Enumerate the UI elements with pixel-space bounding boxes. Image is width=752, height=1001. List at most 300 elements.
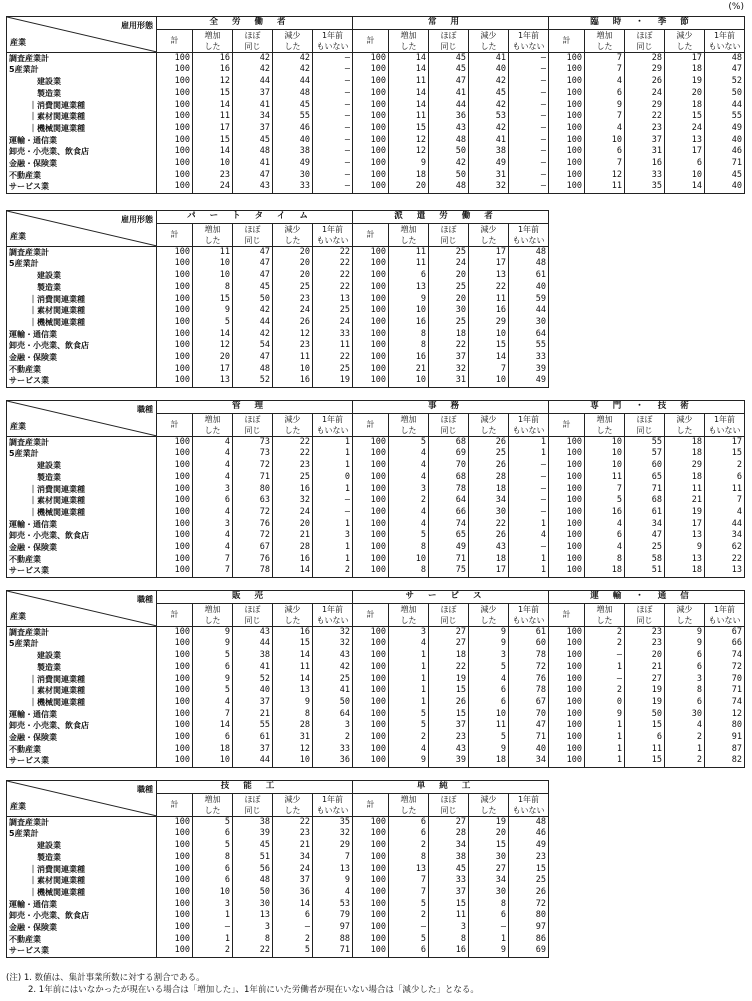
- data-cell: 38: [233, 816, 273, 828]
- data-cell: 100: [353, 181, 389, 193]
- data-cell: 46: [509, 828, 549, 840]
- data-cell: 11: [389, 246, 429, 258]
- subheader-cell: 1年前: [313, 603, 353, 615]
- data-cell: 22: [429, 662, 469, 674]
- subheader-cell: した: [193, 235, 233, 247]
- row-label: ｜素材関連業種: [7, 875, 157, 887]
- table-row: [7, 484, 745, 496]
- data-cell: 48: [429, 135, 469, 147]
- data-cell: 18: [429, 329, 469, 341]
- data-cell: 11: [469, 294, 509, 306]
- data-cell: 100: [549, 484, 585, 496]
- data-cell: 16: [625, 158, 665, 170]
- data-cell: 100: [157, 123, 193, 135]
- table-row: [7, 305, 549, 317]
- subheader-cell: もいない: [313, 615, 353, 627]
- corner-col-label: 職種: [137, 595, 153, 604]
- data-cell: 7: [389, 887, 429, 899]
- data-cell: 9: [469, 945, 509, 957]
- data-cell: 31: [429, 375, 469, 387]
- row-label: ｜機械関連業種: [7, 507, 157, 519]
- data-cell: –: [313, 170, 353, 182]
- data-cell: 26: [469, 460, 509, 472]
- data-cell: 28: [429, 828, 469, 840]
- data-cell: 100: [353, 662, 389, 674]
- data-cell: 8: [233, 934, 273, 946]
- subheader-cell: した: [193, 41, 233, 53]
- data-cell: 71: [705, 158, 745, 170]
- row-label: ｜消費関連業種: [7, 100, 157, 112]
- data-cell: 55: [625, 436, 665, 448]
- data-cell: 7: [585, 64, 625, 76]
- data-cell: 20: [665, 88, 705, 100]
- data-cell: 68: [429, 436, 469, 448]
- subheader-cell: 減少: [469, 793, 509, 805]
- data-cell: 10: [193, 158, 233, 170]
- data-cell: 7: [193, 565, 233, 577]
- data-cell: 43: [313, 650, 353, 662]
- row-label: 製造業: [7, 88, 157, 100]
- data-cell: 25: [509, 875, 549, 887]
- data-cell: 2: [665, 755, 705, 767]
- data-cell: 71: [429, 554, 469, 566]
- table-row: [7, 720, 745, 732]
- row-label: 建設業: [7, 76, 157, 88]
- data-cell: 11: [389, 258, 429, 270]
- data-cell: 13: [665, 554, 705, 566]
- subheader-cell: ほぼ: [625, 413, 665, 425]
- data-cell: 4: [193, 530, 233, 542]
- row-label: サービス業: [7, 945, 157, 957]
- data-cell: 100: [157, 270, 193, 282]
- data-cell: 100: [157, 638, 193, 650]
- data-cell: 78: [509, 650, 549, 662]
- data-cell: 64: [313, 709, 353, 721]
- subheader-cell: 増加: [389, 29, 429, 41]
- row-label: 製造業: [7, 472, 157, 484]
- data-cell: 4: [389, 744, 429, 756]
- corner-row-label: 産業: [10, 612, 26, 621]
- subheader-cell: ほぼ: [429, 29, 469, 41]
- data-cell: 100: [157, 875, 193, 887]
- data-cell: 12: [273, 329, 313, 341]
- data-cell: –: [509, 52, 549, 64]
- data-cell: 45: [233, 840, 273, 852]
- data-cell: 20: [389, 181, 429, 193]
- data-cell: 22: [233, 945, 273, 957]
- data-cell: 20: [273, 270, 313, 282]
- data-cell: 37: [429, 720, 469, 732]
- data-cell: 48: [429, 181, 469, 193]
- row-label: 調査産業計: [7, 816, 157, 828]
- data-cell: 9: [665, 638, 705, 650]
- data-cell: 42: [233, 52, 273, 64]
- data-cell: 32: [313, 638, 353, 650]
- data-cell: 100: [157, 650, 193, 662]
- data-cell: 6: [389, 945, 429, 957]
- data-cell: 100: [157, 899, 193, 911]
- row-label: 不動産業: [7, 170, 157, 182]
- subheader-cell: 計: [157, 413, 193, 436]
- data-cell: 100: [157, 697, 193, 709]
- data-cell: 100: [549, 519, 585, 531]
- data-cell: 71: [509, 732, 549, 744]
- data-cell: 22: [273, 436, 313, 448]
- data-cell: 8: [469, 899, 509, 911]
- data-cell: 10: [273, 755, 313, 767]
- data-cell: 2: [273, 934, 313, 946]
- subheader-cell: 1年前: [313, 29, 353, 41]
- group-title: 派遣労働者: [353, 211, 549, 224]
- row-label: ｜消費関連業種: [7, 864, 157, 876]
- row-label: 5産業計: [7, 64, 157, 76]
- corner-cell: [7, 781, 157, 817]
- data-cell: 5: [389, 530, 429, 542]
- data-cell: 2: [389, 910, 429, 922]
- data-cell: 100: [549, 565, 585, 577]
- data-cell: 60: [625, 460, 665, 472]
- data-cell: 44: [429, 100, 469, 112]
- data-cell: 88: [313, 934, 353, 946]
- data-cell: –: [313, 123, 353, 135]
- data-cell: –: [509, 100, 549, 112]
- data-cell: 44: [705, 100, 745, 112]
- data-cell: 1: [193, 910, 233, 922]
- data-cell: 6: [469, 910, 509, 922]
- note-2: 2. 1年前にはいなかったが現在いる場合は「増加した」、1年前にいた労働者が現在いない場合は「減少した」となる。: [28, 985, 479, 995]
- data-cell: 9: [389, 294, 429, 306]
- subheader-cell: した: [469, 615, 509, 627]
- subheader-cell: した: [273, 425, 313, 437]
- data-cell: –: [313, 158, 353, 170]
- data-cell: 9: [193, 305, 233, 317]
- data-cell: 38: [233, 650, 273, 662]
- data-cell: 100: [353, 816, 389, 828]
- subheader-cell: 計: [157, 223, 193, 246]
- data-cell: 37: [233, 744, 273, 756]
- data-cell: 100: [353, 720, 389, 732]
- data-cell: 16: [389, 317, 429, 329]
- data-cell: 1: [509, 436, 549, 448]
- data-cell: 15: [625, 720, 665, 732]
- data-cell: 15: [429, 709, 469, 721]
- row-label: 金融・保険業: [7, 732, 157, 744]
- data-cell: 17: [469, 246, 509, 258]
- data-cell: 78: [233, 565, 273, 577]
- data-cell: 0: [585, 697, 625, 709]
- data-cell: 11: [193, 111, 233, 123]
- data-cell: 100: [353, 270, 389, 282]
- data-cell: 34: [509, 755, 549, 767]
- data-cell: 24: [273, 305, 313, 317]
- data-cell: 100: [353, 507, 389, 519]
- data-cell: 22: [313, 352, 353, 364]
- subheader-cell: 1年前: [705, 413, 745, 425]
- data-cell: 100: [157, 674, 193, 686]
- row-label: 卸売・小売業、飲食店: [7, 910, 157, 922]
- data-cell: 1: [389, 685, 429, 697]
- subheader-cell: 同じ: [233, 425, 273, 437]
- data-cell: 100: [549, 685, 585, 697]
- table-row: [7, 709, 745, 721]
- data-cell: 8: [273, 709, 313, 721]
- data-cell: 1: [665, 744, 705, 756]
- data-cell: 100: [157, 375, 193, 387]
- data-cell: 100: [157, 720, 193, 732]
- data-cell: 100: [157, 484, 193, 496]
- data-cell: 1: [585, 744, 625, 756]
- data-cell: 17: [193, 123, 233, 135]
- data-cell: –: [313, 135, 353, 147]
- subheader-cell: 同じ: [429, 41, 469, 53]
- data-cell: 100: [549, 495, 585, 507]
- data-cell: 37: [429, 352, 469, 364]
- data-cell: 7: [705, 495, 745, 507]
- data-cell: 13: [665, 530, 705, 542]
- group-title: 事務: [353, 401, 549, 414]
- subheader-cell: 増加: [389, 793, 429, 805]
- data-cell: 13: [705, 565, 745, 577]
- data-cell: 27: [429, 626, 469, 638]
- data-cell: 10: [389, 375, 429, 387]
- data-cell: 100: [549, 626, 585, 638]
- data-cell: 40: [469, 64, 509, 76]
- table-row: [7, 650, 745, 662]
- corner-col-label: 職種: [137, 405, 153, 414]
- data-cell: 16: [193, 64, 233, 76]
- data-cell: 100: [157, 887, 193, 899]
- data-cell: 40: [233, 685, 273, 697]
- data-cell: 22: [469, 282, 509, 294]
- data-cell: 35: [313, 816, 353, 828]
- table-row: [7, 52, 745, 64]
- data-cell: 100: [549, 158, 585, 170]
- subheader-cell: 増加: [193, 603, 233, 615]
- data-cell: 100: [549, 662, 585, 674]
- data-cell: 68: [625, 495, 665, 507]
- data-cell: 41: [313, 685, 353, 697]
- data-cell: 13: [313, 294, 353, 306]
- data-cell: 4: [705, 507, 745, 519]
- data-cell: 34: [469, 875, 509, 887]
- header-row: [7, 591, 745, 604]
- data-cell: 78: [509, 685, 549, 697]
- data-cell: 30: [469, 507, 509, 519]
- data-cell: 100: [353, 111, 389, 123]
- data-cell: 20: [193, 352, 233, 364]
- data-cell: 4: [585, 542, 625, 554]
- data-cell: –: [509, 542, 549, 554]
- data-cell: 100: [353, 436, 389, 448]
- data-cell: 75: [429, 565, 469, 577]
- data-cell: 15: [193, 135, 233, 147]
- subheader-cell: した: [273, 235, 313, 247]
- data-cell: 22: [273, 448, 313, 460]
- data-cell: 6: [193, 828, 233, 840]
- table-row: [7, 626, 745, 638]
- data-cell: –: [313, 52, 353, 64]
- data-cell: 2: [665, 732, 705, 744]
- data-cell: 67: [509, 697, 549, 709]
- data-cell: 17: [665, 146, 705, 158]
- row-label: 建設業: [7, 460, 157, 472]
- subheader-cell: した: [273, 41, 313, 53]
- data-cell: 11: [389, 76, 429, 88]
- data-cell: –: [509, 158, 549, 170]
- data-cell: 9: [665, 542, 705, 554]
- subheader-cell: 同じ: [429, 235, 469, 247]
- data-cell: 100: [549, 100, 585, 112]
- data-cell: 100: [549, 638, 585, 650]
- data-cell: 70: [509, 709, 549, 721]
- group-title: 技能工: [157, 781, 353, 794]
- data-cell: 100: [353, 674, 389, 686]
- data-cell: 1: [313, 460, 353, 472]
- data-cell: 74: [705, 697, 745, 709]
- data-cell: 4: [193, 436, 233, 448]
- data-cell: 15: [389, 123, 429, 135]
- table-row: [7, 340, 549, 352]
- data-cell: 100: [353, 542, 389, 554]
- data-cell: 100: [157, 910, 193, 922]
- data-cell: 72: [509, 662, 549, 674]
- table-row: [7, 282, 549, 294]
- data-cell: 55: [509, 340, 549, 352]
- data-cell: –: [313, 495, 353, 507]
- data-cell: 100: [353, 158, 389, 170]
- data-cell: 100: [353, 472, 389, 484]
- subheader-cell: 同じ: [233, 615, 273, 627]
- table-row: [7, 732, 745, 744]
- data-cell: 47: [625, 530, 665, 542]
- data-cell: 13: [233, 910, 273, 922]
- data-cell: 56: [233, 864, 273, 876]
- data-cell: 18: [665, 565, 705, 577]
- data-cell: 41: [233, 158, 273, 170]
- data-cell: 18: [469, 484, 509, 496]
- data-cell: 44: [705, 519, 745, 531]
- data-cell: 0: [313, 472, 353, 484]
- data-cell: 9: [193, 638, 233, 650]
- corner-row-label: 産業: [10, 422, 26, 431]
- data-cell: 26: [273, 317, 313, 329]
- data-cell: 8: [389, 542, 429, 554]
- data-cell: 8: [665, 685, 705, 697]
- data-cell: 100: [157, 934, 193, 946]
- data-cell: 100: [157, 519, 193, 531]
- data-cell: 100: [157, 436, 193, 448]
- subheader-cell: した: [469, 425, 509, 437]
- table-row: [7, 875, 549, 887]
- data-cell: 100: [353, 170, 389, 182]
- data-cell: 100: [157, 542, 193, 554]
- data-cell: 25: [429, 317, 469, 329]
- table-row: [7, 76, 745, 88]
- data-cell: 44: [233, 755, 273, 767]
- data-cell: 26: [469, 530, 509, 542]
- data-cell: 1: [509, 565, 549, 577]
- data-cell: 19: [665, 507, 705, 519]
- data-cell: 71: [705, 685, 745, 697]
- table-row: [7, 294, 549, 306]
- data-cell: 53: [313, 899, 353, 911]
- data-cell: 1: [389, 697, 429, 709]
- data-cell: 4: [585, 123, 625, 135]
- table-row: [7, 565, 745, 577]
- data-cell: 13: [389, 864, 429, 876]
- data-cell: 100: [157, 340, 193, 352]
- data-cell: 100: [157, 507, 193, 519]
- data-cell: 44: [273, 76, 313, 88]
- data-cell: 61: [233, 732, 273, 744]
- data-cell: 43: [233, 181, 273, 193]
- data-cell: 23: [273, 828, 313, 840]
- data-cell: 8: [389, 852, 429, 864]
- data-cell: 42: [469, 100, 509, 112]
- data-cell: 100: [549, 448, 585, 460]
- data-cell: 21: [273, 840, 313, 852]
- row-label: ｜消費関連業種: [7, 484, 157, 496]
- subheader-cell: ほぼ: [233, 413, 273, 425]
- data-cell: 100: [353, 945, 389, 957]
- subheader-cell: した: [585, 41, 625, 53]
- data-cell: 100: [157, 100, 193, 112]
- data-cell: 16: [389, 352, 429, 364]
- subheader-cell: ほぼ: [429, 603, 469, 615]
- table-row: [7, 181, 745, 193]
- subheader-cell: 1年前: [509, 223, 549, 235]
- data-cell: 100: [353, 887, 389, 899]
- data-cell: 100: [157, 64, 193, 76]
- data-cell: 87: [705, 744, 745, 756]
- data-cell: 11: [585, 181, 625, 193]
- data-cell: 23: [273, 460, 313, 472]
- notes: [6, 972, 479, 996]
- data-cell: 45: [233, 135, 273, 147]
- data-cell: 5: [273, 945, 313, 957]
- data-cell: 49: [469, 158, 509, 170]
- data-cell: 47: [705, 64, 745, 76]
- data-cell: 100: [353, 135, 389, 147]
- table-row: [7, 685, 745, 697]
- data-cell: 24: [273, 507, 313, 519]
- data-cell: 14: [193, 329, 233, 341]
- table-row: [7, 542, 745, 554]
- data-cell: 12: [585, 170, 625, 182]
- data-cell: 47: [429, 76, 469, 88]
- data-cell: 52: [233, 674, 273, 686]
- subheader-cell: した: [193, 805, 233, 817]
- data-cell: 1: [585, 755, 625, 767]
- row-label: 製造業: [7, 662, 157, 674]
- data-cell: 6: [665, 662, 705, 674]
- data-cell: 5: [389, 934, 429, 946]
- data-cell: 3: [665, 674, 705, 686]
- data-cell: 100: [353, 146, 389, 158]
- data-cell: 11: [429, 910, 469, 922]
- data-cell: 15: [665, 111, 705, 123]
- data-cell: 49: [509, 375, 549, 387]
- data-cell: 27: [429, 816, 469, 828]
- data-cell: 100: [353, 638, 389, 650]
- data-cell: –: [509, 64, 549, 76]
- table-row: [7, 507, 745, 519]
- data-cell: 65: [429, 530, 469, 542]
- data-cell: 17: [469, 565, 509, 577]
- data-cell: 100: [549, 542, 585, 554]
- data-cell: 42: [233, 64, 273, 76]
- data-cell: 72: [233, 507, 273, 519]
